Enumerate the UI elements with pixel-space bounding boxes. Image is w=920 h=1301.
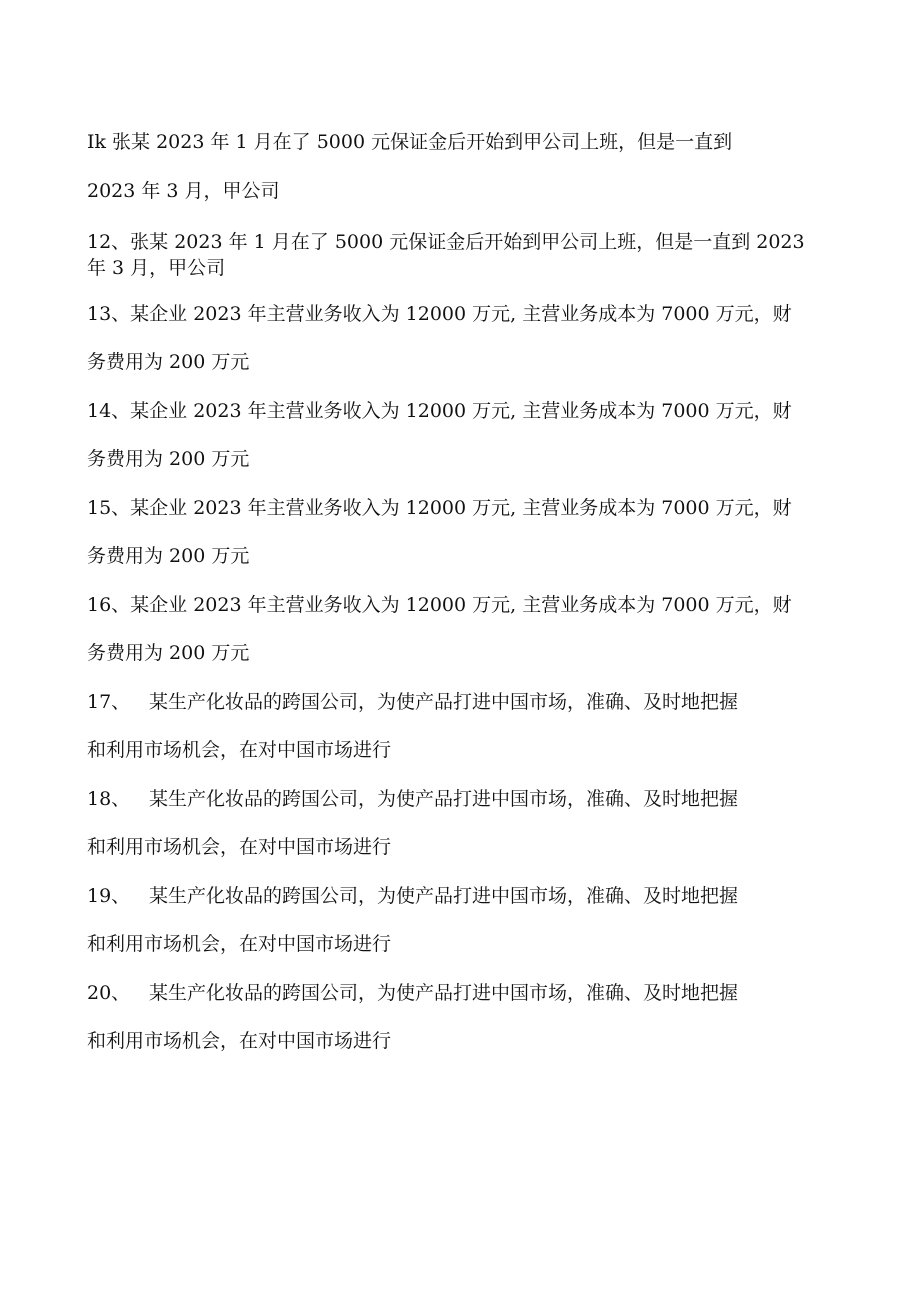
item-text: 某生产化妆品的跨国公司，为使产品打进中国市场，准确、及时地把握 <box>149 982 739 1004</box>
text-line: Ik 张某 2023 年 1 月在了 5000 元保证金后开始到甲公司上班，但是一直到 <box>87 131 733 153</box>
text-line: 15、某企业 2023 年主营业务收入为 12000 万元, 主营业务成本为 7000 万元，财 <box>87 497 792 519</box>
text-line: 务费用为 200 万元 <box>87 545 250 567</box>
list-item <box>87 884 738 908</box>
item-text: 某生产化妆品的跨国公司，为使产品打进中国市场，准确、及时地把握 <box>149 788 739 810</box>
text-line: 16、某企业 2023 年主营业务收入为 12000 万元, 主营业务成本为 7000 万元，财 <box>87 594 792 616</box>
item-number: 20、 <box>87 982 131 1004</box>
list-item <box>87 690 738 714</box>
text-line: 务费用为 200 万元 <box>87 448 250 470</box>
text-line: 12、张某 2023 年 1 月在了 5000 元保证金后开始到甲公司上班，但是一直到 2023 <box>87 231 805 253</box>
item-continuation: 和利用市场机会，在对中国市场进行 <box>87 933 392 955</box>
item-number: 18、 <box>87 788 131 810</box>
text-line: 14、某企业 2023 年主营业务收入为 12000 万元, 主营业务成本为 7000 万元，财 <box>87 400 792 422</box>
item-continuation: 和利用市场机会，在对中国市场进行 <box>87 739 392 761</box>
text-line: 务费用为 200 万元 <box>87 351 250 373</box>
text-line: 2023 年 3 月，甲公司 <box>87 180 280 202</box>
item-number: 17、 <box>87 691 131 713</box>
text-line: 13、某企业 2023 年主营业务收入为 12000 万元, 主营业务成本为 7000 万元，财 <box>87 303 792 325</box>
list-item <box>87 787 738 811</box>
item-text: 某生产化妆品的跨国公司，为使产品打进中国市场，准确、及时地把握 <box>149 691 739 713</box>
item-continuation: 和利用市场机会，在对中国市场进行 <box>87 836 392 858</box>
text-line: 年 3 月，甲公司 <box>87 257 226 279</box>
text-line: 务费用为 200 万元 <box>87 642 250 664</box>
item-number: 19、 <box>87 885 131 907</box>
item-text: 某生产化妆品的跨国公司，为使产品打进中国市场，准确、及时地把握 <box>149 885 739 907</box>
item-continuation: 和利用市场机会，在对中国市场进行 <box>87 1030 392 1052</box>
list-item <box>87 981 738 1005</box>
